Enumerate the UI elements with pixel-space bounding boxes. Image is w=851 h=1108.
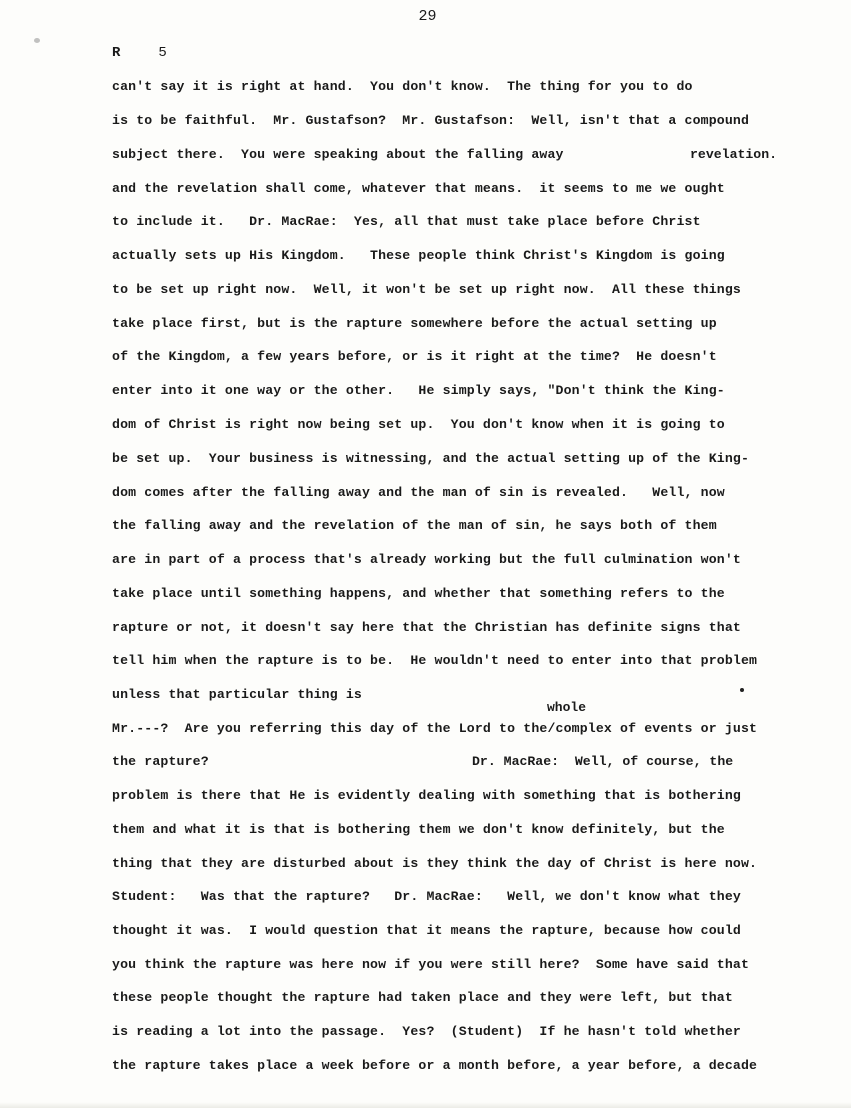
- section-reference: [112, 45, 167, 61]
- text-line: problem is there that He is evidently dealing with something that is bothering: [112, 788, 741, 803]
- text-line: enter into it one way or the other. He simply says, "Don't think the King-: [112, 383, 725, 398]
- text-line: and the revelation shall come, whatever that means. it seems to me we ought: [112, 181, 725, 196]
- text-line: is to be faithful. Mr. Gustafson? Mr. Gustafson: Well, isn't that a compound: [112, 113, 750, 128]
- text-fragment-revelation: revelation.: [690, 147, 778, 162]
- reference-letter: R: [112, 45, 121, 61]
- text-line: take place first, but is the rapture somewhere before the actual setting up: [112, 316, 717, 331]
- text-line: dom of Christ is right now being set up. You don't know when it is going to: [112, 417, 725, 432]
- text-line: be set up. Your business is witnessing, and the actual setting up of the King-: [112, 451, 750, 466]
- text-line: can't say it is right at hand. You don't know. The thing for you to do: [112, 79, 693, 94]
- text-line: the rapture?: [112, 754, 209, 769]
- text-line: rapture or not, it doesn't say here that the Christian has definite signs that: [112, 620, 741, 635]
- text-line: Mr.---? Are you referring this day of the Lord to the/complex of events or just: [112, 721, 758, 736]
- text-line: them and what it is that is bothering them we don't know definitely, but the: [112, 822, 725, 837]
- text-line: actually sets up His Kingdom. These people think Christ's Kingdom is going: [112, 248, 725, 263]
- text-line: of the Kingdom, a few years before, or is it right at the time? He doesn't: [112, 349, 717, 364]
- text-line: the falling away and the revelation of the man of sin, he says both of them: [112, 518, 717, 533]
- text-fragment-macrae-reply: Dr. MacRae: Well, of course, the: [472, 754, 734, 769]
- text-line: subject there. You were speaking about the falling away: [112, 147, 564, 162]
- text-line: is reading a lot into the passage. Yes? (Student) If he hasn't told whether: [112, 1024, 741, 1039]
- page-number: 29: [418, 8, 437, 25]
- text-line: thing that they are disturbed about is they think the day of Christ is here now.: [112, 856, 758, 871]
- page-bottom-edge: [0, 1102, 851, 1108]
- text-line: thought it was. I would question that it means the rapture, because how could: [112, 923, 741, 938]
- ink-smudge: [34, 38, 40, 43]
- text-line: these people thought the rapture had taken place and they were left, but that: [112, 990, 733, 1005]
- text-line: the rapture takes place a week before or a month before, a year before, a decade: [112, 1058, 758, 1073]
- interlinear-insertion: whole: [547, 700, 587, 715]
- stray-period-mark: [740, 688, 744, 692]
- text-line: to be set up right now. Well, it won't be set up right now. All these things: [112, 282, 741, 297]
- text-line: are in part of a process that's already working but the full culmination won't: [112, 552, 741, 567]
- text-line: take place until something happens, and whether that something refers to the: [112, 586, 725, 601]
- text-line: unless that particular thing is: [112, 687, 362, 702]
- reference-number: 5: [158, 45, 167, 61]
- text-line: Student: Was that the rapture? Dr. MacRae: Well, we don't know what they: [112, 889, 741, 904]
- text-line: tell him when the rapture is to be. He wouldn't need to enter into that problem: [112, 653, 758, 668]
- text-line: to include it. Dr. MacRae: Yes, all that must take place before Christ: [112, 214, 701, 229]
- text-line: you think the rapture was here now if you were still here? Some have said that: [112, 957, 750, 972]
- text-line: dom comes after the falling away and the man of sin is revealed. Well, now: [112, 485, 725, 500]
